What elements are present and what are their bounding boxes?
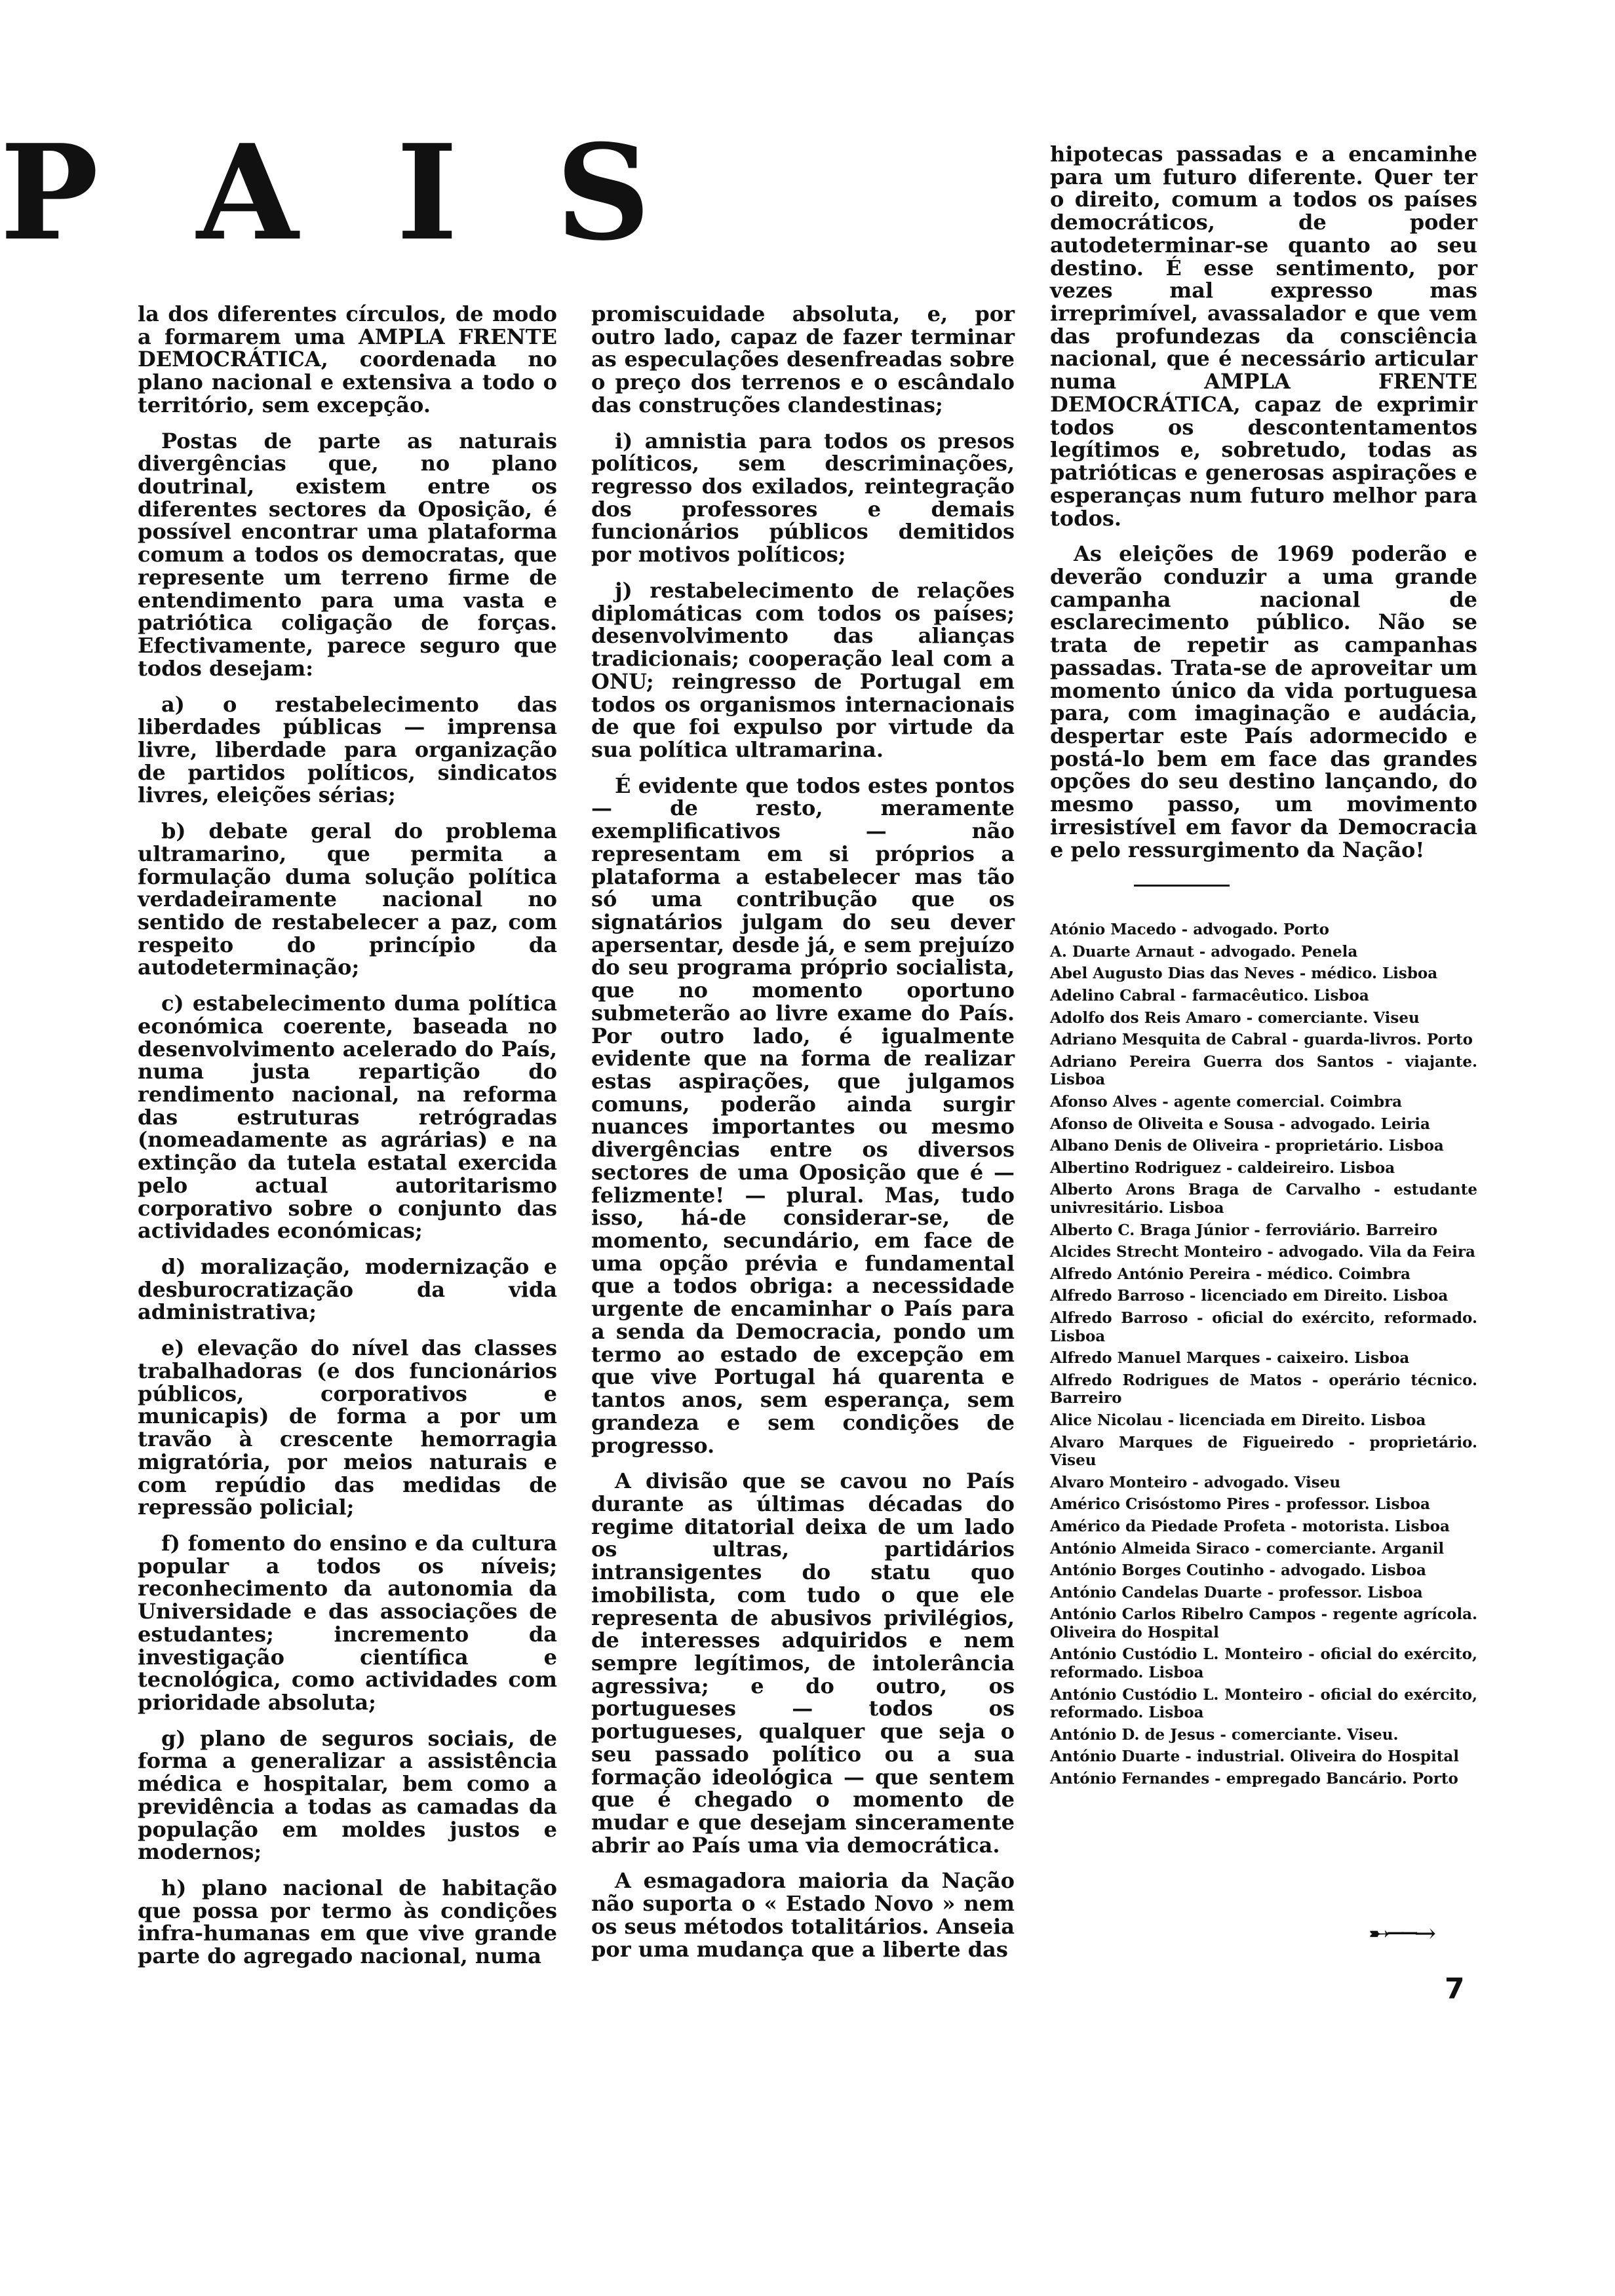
paragraph: b) debate geral do problema ultramarino, que permita a formulação duma solução política verdadeiramente nacional no sentido de restabelecer a paz, com respeito do princípio da autodeterminação; bbox=[138, 818, 557, 980]
signatory-entry: Alfredo António Pereira - médico. Coimbra bbox=[1050, 1265, 1411, 1283]
signatory-entry: Albano Denis de Oliveira - proprietário. Lisboa bbox=[1050, 1137, 1444, 1155]
section-divider bbox=[1134, 885, 1230, 887]
signatory-entry: Adelino Cabral - farmacêutico. Lisboa bbox=[1050, 987, 1369, 1005]
signatory-entry: António Carlos Ribelro Campos - regente agrícola. Oliveira do Hospital bbox=[1050, 1605, 1477, 1641]
signatory-entry: Alberto C. Braga Júnior - ferroviário. Barreiro bbox=[1050, 1221, 1438, 1239]
paragraph: As eleições de 1969 poderão e deverão conduzir a uma grande campanha nacional de esclarecimento público. Não se trata de repetir as campanhas passadas. Trata-se de aproveitar um momento único da vida portuguesa para, com imaginação e audácia, despertar este País adormecido e postá-lo bem em face das grandes opções do seu destino lançando, do mesmo passo, um movimento irresistível em favor da Democracia e pelo ressurgimento da Nação! bbox=[1050, 541, 1477, 862]
signatory-entry: António Candelas Duarte - professor. Lisboa bbox=[1050, 1583, 1423, 1601]
paragraph: f) fomento do ensino e da cultura popular a todos os níveis; reconhecimento da autonomia da Universidade e das associações de estudantes; incremento da investigação científica e tecnológica, como actividades com prioridade absoluta; bbox=[138, 1530, 557, 1715]
paragraph: É evidente que todos estes pontos — de resto, meramente exemplificativos — não representam em si próprios a plataforma a estabelecer mas tão só uma contribução que os signatários julgam do seu dever apersentar, desde já, e sem prejuízo do seu programa próprio socialista, que no momento oportuno submeterão ao livre exame do País. Por outro lado, é igualmente evidente que na forma de realizar estas aspirações, que julgamos comuns, poderão ainda surgir nuances importantes ou mesmo divergências entre os diversos sectores de uma Oposição que é — felizmente! — plural. Mas, tudo isso, há-de considerar-se, de momento, secundário, em face de uma opção prévia e fundamental que a todos obriga: a necessidade urgente de encaminhar o País para a senda da Democracia, pondo um termo ao estado de excepção em que vive Portugal há quarenta e tantos anos, sem esperança, sem grandeza e sem condições de progresso. bbox=[591, 773, 1015, 1458]
signatory-entry: Adolfo dos Reis Amaro - comerciante. Viseu bbox=[1050, 1008, 1420, 1027]
signatory-entry: António Borges Coutinho - advogado. Lisboa bbox=[1050, 1561, 1426, 1580]
signatory-entry: Alfredo Rodrigues de Matos - operário técnico. Barreiro bbox=[1050, 1371, 1477, 1407]
signatory-entry: Alfredo Manuel Marques - caixeiro. Lisboa bbox=[1050, 1349, 1410, 1368]
paragraph: d) moralização, modernização e desburocratização da vida administrativa; bbox=[138, 1254, 557, 1325]
column-3-text bbox=[1050, 143, 1477, 861]
page-number: 7 bbox=[1445, 1972, 1465, 2006]
paragraph: A esmagadora maioria da Nação não suporta o « Estado Novo » nem os seus métodos totalitários. Anseia por uma mudança que a liberte das bbox=[591, 1868, 1015, 1962]
headline: P A I S bbox=[0, 116, 677, 270]
paragraph: c) estabelecimento duma política económica coerente, baseada no desenvolvimento acelerado do País, numa justa repartição do rendimento nacional, na reforma das estruturas retrógradas (nomeadamente as agrárias) e na extinção da tutela estatal exercida pelo actual autoritarismo corporativo sobre o conjunto das actividades económicas; bbox=[138, 991, 557, 1244]
signatory-entry: Abel Augusto Dias das Neves - médico. Lisboa bbox=[1050, 965, 1438, 983]
signatory-entry: António Fernandes - empregado Bancário. Porto bbox=[1050, 1770, 1458, 1788]
signatory-entry: Alberto Arons Braga de Carvalho - estudante univresitário. Lisboa bbox=[1050, 1181, 1477, 1217]
continued-arrow-icon: ➸──→ bbox=[1369, 1919, 1434, 1949]
paragraph: i) amnistia para todos os presos políticos, sem descriminações, regresso dos exilados, reintegração dos professores e demais funcionários públicos demitidos por motivos políticos; bbox=[591, 428, 1015, 567]
signatory-entry: Alvaro Marques de Figueiredo - proprietário. Viseu bbox=[1050, 1433, 1477, 1470]
signatory-entry: Adriano Pereira Guerra dos Santos - viajante. Lisboa bbox=[1050, 1052, 1477, 1089]
paragraph: e) elevação do nível das classes trabalhadoras (e dos funcionários públicos, corporativos e municapis) de forma a por um travão à crescente hemorragia migratória, por meios naturais e com repúdio das medidas de repressão policial; bbox=[138, 1335, 557, 1520]
signatory-entry: Alcides Strecht Monteiro - advogado. Vila da Feira bbox=[1050, 1243, 1475, 1261]
signatory-entry: António D. de Jesus - comerciante. Viseu. bbox=[1050, 1725, 1399, 1744]
signatory-entry: Afonso de Oliveita e Sousa - advogado. Leiria bbox=[1050, 1115, 1430, 1133]
signatory-entry: Alfredo Barroso - licenciado em Direito. Lisboa bbox=[1050, 1287, 1449, 1305]
signatory-entry: António Custódio L. Monteiro - oficial do exército, reformado. Lisboa bbox=[1050, 1645, 1477, 1682]
paragraph: promiscuidade absoluta, e, por outro lado, capaz de fazer terminar as especulações desenfreadas sobre o preço dos terrenos e o escândalo das construções clandestinas; bbox=[591, 301, 1015, 417]
signatory-entry: Alvaro Monteiro - advogado. Viseu bbox=[1050, 1473, 1341, 1491]
column-2 bbox=[591, 303, 1015, 1974]
column-1 bbox=[138, 303, 557, 1981]
signatory-entry: António Almeida Siraco - comerciante. Arganil bbox=[1050, 1539, 1445, 1558]
paragraph: la dos diferentes círculos, de modo a formarem uma AMPLA FRENTE DEMOCRÁTICA, coordenada no plano nacional e extensiva a todo o território, sem excepção. bbox=[138, 301, 557, 417]
signatory-entry: António Duarte - industrial. Oliveira do Hospital bbox=[1050, 1748, 1459, 1766]
paragraph: j) restabelecimento de relações diplomáticas com todos os países; desenvolvimento das alianças tradicionais; cooperação leal com a ONU; reingresso de Portugal em todos os organismos internacionais de que foi expulso por virtude da sua política ultramarina. bbox=[591, 577, 1015, 762]
signatory-list bbox=[1050, 921, 1477, 1788]
column-3 bbox=[1050, 143, 1477, 1792]
signatory-entry: A. Duarte Arnaut - advogado. Penela bbox=[1050, 942, 1358, 961]
signatory-entry: Américo da Piedade Profeta - motorista. Lisboa bbox=[1050, 1517, 1450, 1535]
paragraph: a) o restabelecimento das liberdades públicas — imprensa livre, liberdade para organização de partidos políticos, sindicatos livres, eleições sérias; bbox=[138, 691, 557, 808]
signatory-entry: Atónio Macedo - advogado. Porto bbox=[1050, 921, 1330, 939]
paragraph: hipotecas passadas e a encaminhe para um futuro diferente. Quer ter o direito, comum a todos os países democráticos, de poder autodeterminar-se quanto ao seu destino. É esse sentimento, por vezes mal expresso mas irreprimível, avassalador e que vem das profundezas da consciência nacional, que é necessário articular numa AMPLA FRENTE DEMOCRÁTICA, capaz de exprimir todos os descontentamentos legítimos e, sobretudo, todas as patrióticas e generosas aspirações e esperanças num futuro melhor para todos. bbox=[1050, 142, 1477, 531]
paragraph: Postas de parte as naturais divergências que, no plano doutrinal, existem entre os diferentes sectores da Oposição, é possível encontrar uma plataforma comum a todos os democratas, que represente um terreno firme de entendimento para uma vasta e patriótica coligação de forças. Efectivamente, parece seguro que todos desejam: bbox=[138, 428, 557, 681]
paragraph: g) plano de seguros sociais, de forma a generalizar a assistência médica e hospitalar, bem como a previdência a todas as camadas da população em moldes justos e modernos; bbox=[138, 1725, 557, 1865]
signatory-entry: Adriano Mesquita de Cabral - guarda-livros. Porto bbox=[1050, 1031, 1473, 1049]
paragraph: A divisão que se cavou no País durante as últimas décadas do regime ditatorial deixa de um lado os ultras, partidários intransigentes do statu quo imobilista, com tudo o que ele representa de abusivos privilégios, de interesses adquiridos e nem sempre legítimos, de intolerância agressiva; e do outro, os portugueses — todos os portugueses, qualquer que seja o seu passado político ou a sua formação ideológica — que sentem que é chegado o momento de mudar e que desejam sinceramente abrir ao País uma via democrática. bbox=[591, 1468, 1015, 1858]
signatory-entry: António Custódio L. Monteiro - oficial do exército, reformado. Lisboa bbox=[1050, 1685, 1477, 1722]
signatory-entry: Américo Crisóstomo Pires - professor. Lisboa bbox=[1050, 1495, 1430, 1514]
signatory-entry: Alfredo Barroso - oficial do exército, reformado. Lisboa bbox=[1050, 1309, 1477, 1345]
signatory-entry: Albertino Rodriguez - caldeireiro. Lisboa bbox=[1050, 1158, 1395, 1177]
signatory-entry: Afonso Alves - agente comercial. Coimbra bbox=[1050, 1093, 1403, 1111]
signatory-entry: Alice Nicolau - licenciada em Direito. Lisboa bbox=[1050, 1411, 1426, 1429]
paragraph: h) plano nacional de habitação que possa por termo às condições infra-humanas em que vive grande parte do agregado nacional, numa bbox=[138, 1875, 557, 1969]
